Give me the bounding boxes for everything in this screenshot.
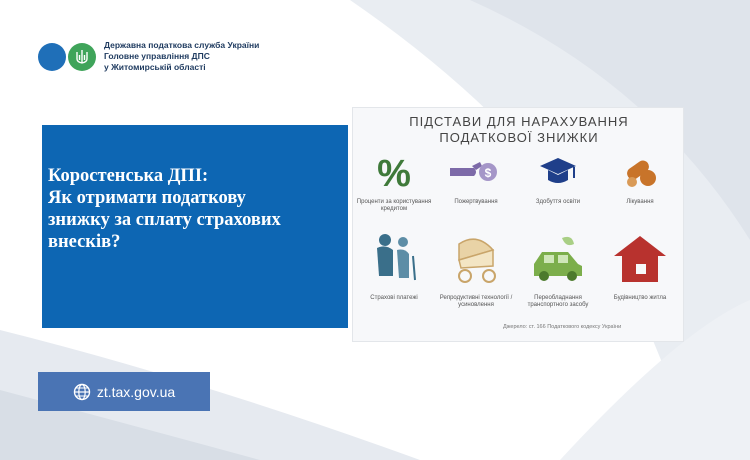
org-line3: у Житомирській області	[104, 62, 206, 72]
org-line1: Державна податкова служба України	[104, 40, 260, 50]
info-item-label: Репродуктивні технології / усиновлення	[439, 295, 513, 308]
percent-icon	[372, 150, 416, 194]
info-item-donation	[435, 150, 517, 206]
graduation-cap-icon	[536, 150, 580, 194]
info-item-label: Здобуття освіти	[535, 199, 581, 205]
info-item-label: Лікування	[626, 199, 654, 205]
title-line3: знижку за сплату страхових	[48, 210, 281, 230]
info-item-label: Страхові платежі	[370, 295, 418, 301]
info-item-education	[517, 150, 599, 206]
info-item-label: Переобладнання транспортного засобу	[527, 295, 589, 308]
info-item-label: Пожертвування	[454, 199, 498, 205]
website-link-button[interactable]	[38, 372, 210, 411]
info-item-credit	[353, 150, 435, 213]
title-line2: Як отримати податкову	[48, 188, 246, 208]
svg-text:%: %	[377, 153, 411, 194]
pills-icon	[618, 150, 662, 194]
info-item-label: Проценти за користування кредитом	[356, 199, 432, 212]
infographic-title-line1: ПІДСТАВИ ДЛЯ НАРАХУВАННЯ	[409, 114, 629, 129]
donation-hand-icon	[448, 150, 504, 194]
website-url[interactable]: zt.tax.gov.ua	[96, 383, 176, 400]
elderly-couple-icon	[367, 230, 421, 290]
eco-car-icon	[528, 230, 588, 290]
info-item-reproductive	[435, 230, 517, 309]
svg-text:$: $	[484, 166, 492, 180]
org-line2: Головне управління ДПС	[104, 51, 210, 61]
info-item-housing	[599, 230, 681, 302]
title-line1: Коростенська ДПІ:	[48, 166, 209, 186]
org-name	[104, 40, 259, 73]
logo-blue-circle	[38, 43, 66, 71]
baby-stroller-icon	[449, 230, 503, 290]
page-title	[48, 165, 328, 253]
info-item-insurance	[353, 230, 435, 302]
info-item-treatment	[599, 150, 681, 206]
org-logo	[38, 40, 259, 73]
infographic-title-line2: ПОДАТКОВОЇ ЗНИЖКИ	[439, 130, 599, 145]
title-line4: внесків?	[48, 232, 121, 252]
infographic-image	[352, 107, 684, 342]
info-item-label: Будівництво житла	[613, 295, 667, 301]
info-item-vehicle	[517, 230, 599, 309]
globe-icon	[73, 383, 91, 401]
house-icon	[610, 230, 670, 290]
infographic-footer: Джерело: ст. 166 Податкового кодексу України	[503, 324, 622, 330]
trident-icon	[68, 43, 96, 71]
